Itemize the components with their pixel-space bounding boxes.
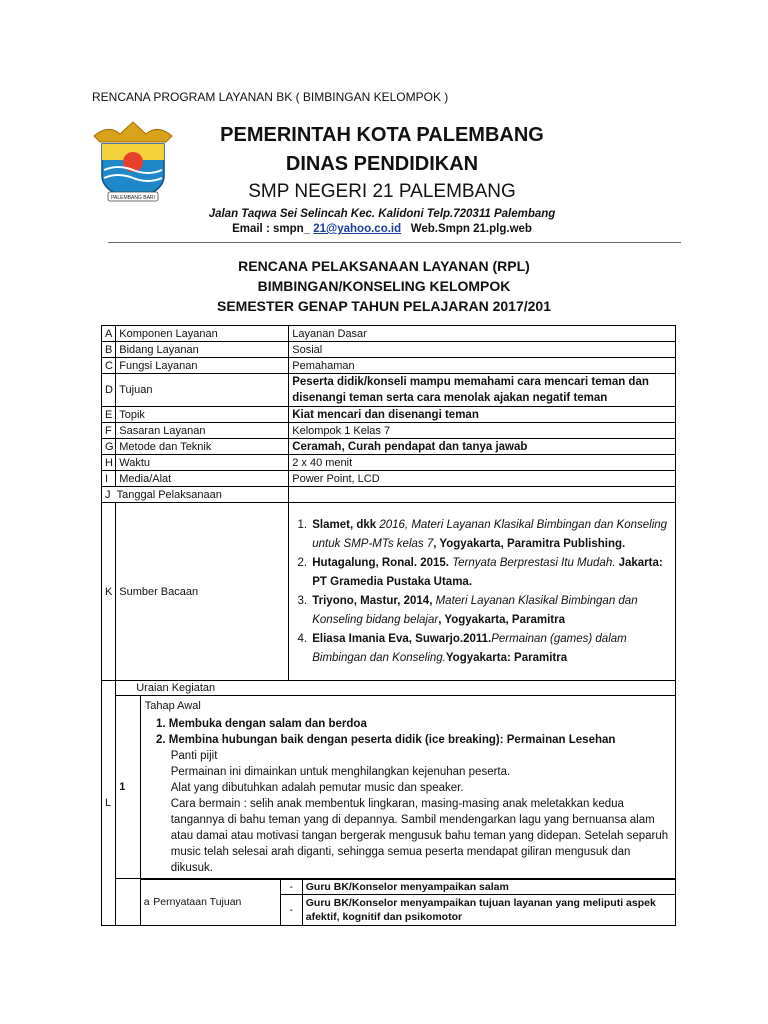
table-cell: E xyxy=(102,407,116,423)
table-row xyxy=(102,471,676,487)
table-cell: F xyxy=(102,423,116,439)
list-item: 3. Triyono, Mastur, 2014, Materi Layanan Klasikal Bimbingan dan Konseling bidang belajar, Yogyakarta, Paramitra xyxy=(310,592,672,630)
table-cell: Tujuan xyxy=(116,374,289,407)
table-cell: 2 x 40 menit xyxy=(289,455,676,471)
table-cell: Kiat mencari dan disenangi teman xyxy=(289,407,676,423)
government-name: PEMERINTAH KOTA PALEMBANG xyxy=(220,124,544,146)
table-row xyxy=(102,358,676,374)
rpl-title: RENCANA PELAKSANAAN LAYANAN (RPL) xyxy=(238,258,530,274)
table-cell: Fungsi Layanan xyxy=(116,358,289,374)
table-row xyxy=(102,696,676,879)
table-cell xyxy=(116,696,676,879)
table-cell: Layanan Dasar xyxy=(289,326,676,342)
table-cell: 1 xyxy=(116,696,140,878)
statement-subtable xyxy=(116,879,675,925)
table-cell: Pemahaman xyxy=(289,358,676,374)
table-cell: L xyxy=(102,681,116,926)
table-cell: Sosial xyxy=(289,342,676,358)
table-cell xyxy=(116,925,676,926)
list-item: 2. Hutagalung, Ronal. 2015. Ternyata Berprestasi Itu Mudah. Jakarta: PT Gramedia Pustaka Utama. xyxy=(310,554,672,592)
table-cell: K xyxy=(102,503,116,681)
activity-heading: Uraian Kegiatan xyxy=(116,681,676,696)
rpl-subtitle: BIMBINGAN/KONSELING KELOMPOK xyxy=(257,278,511,294)
table-row xyxy=(102,487,676,503)
rpl-semester: SEMESTER GENAP TAHUN PELAJARAN 2017/201 xyxy=(216,298,552,314)
stage-awal: Tahap Awal 1. Membuka dengan salam dan berdoa 2. Membina hubungan baik dengan peserta didik (ice breaking): Permainan Lesehan Panti pijit Permainan ini dimainkan untuk menghilangkan kejenuhan peserta. Alat yang dibutuhkan adalah pemutar music dan speaker. Cara bermain : selih anak membentuk lingkaran, masing-masing anak meletakkan kedua tangannya di bahu teman yang di depannya. Sambil mendengarkan lagu yang bernuansa alam atau damai atau motivasi tangan bergerak mengusuk bahu teman yang didepan. Setelah separuh music telah selesai arah diganti, sehingga semua peserta mendapat giliran mengusuk dan dikusuk. xyxy=(140,696,675,878)
table-cell: Guru BK/Konselor menyampaikan tujuan layanan yang meliputi aspek afektif, kognitif dan psikomotor xyxy=(302,895,675,925)
table-row xyxy=(102,374,676,407)
table-cell: Metode dan Teknik xyxy=(116,439,289,455)
reference-list-cell xyxy=(289,503,676,681)
email-link[interactable]: 21@yahoo.co.id xyxy=(313,223,402,235)
table-row xyxy=(102,681,676,696)
school-address: Jalan Taqwa Sei Selincah Kec. Kalidoni Telp.720311 Palembang xyxy=(208,208,556,220)
table-cell: A xyxy=(102,326,116,342)
table-cell: Sumber Bacaan xyxy=(116,503,289,681)
table-cell: Kelompok 1 Kelas 7 xyxy=(289,423,676,439)
list-item: 1. Slamet, dkk 2016, Materi Layanan Klasikal Bimbingan dan Konseling untuk SMP-MTs kelas 7, Yogyakarta, Paramitra Publishing. xyxy=(310,516,672,554)
table-row xyxy=(102,455,676,471)
table-cell: H xyxy=(102,455,116,471)
table-row xyxy=(102,326,676,342)
table-cell xyxy=(116,880,140,925)
table-cell: Topik xyxy=(116,407,289,423)
header-divider xyxy=(108,242,681,243)
table-cell: C xyxy=(102,358,116,374)
rpl-table xyxy=(101,325,676,926)
table-cell: Peserta didik/konseli mampu memahami cara mencari teman dan disenangi teman serta cara menolak ajakan negatif teman xyxy=(289,374,676,407)
table-cell: B xyxy=(102,342,116,358)
list-item: 1. Membuka dengan salam dan berdoa xyxy=(169,716,671,732)
reference-list xyxy=(292,516,672,668)
department-name: DINAS PENDIDIKAN xyxy=(285,153,479,175)
statement-label: Pernyataan Tujuan xyxy=(150,880,280,925)
table-row xyxy=(102,439,676,455)
activity-stage-table xyxy=(116,696,675,878)
table-cell: Media/Alat xyxy=(116,471,289,487)
table-cell xyxy=(116,879,676,926)
list-item: 2. Membina hubungan baik dengan peserta didik (ice breaking): Permainan Lesehan xyxy=(169,732,671,748)
table-row xyxy=(102,423,676,439)
table-cell: Power Point, LCD xyxy=(289,471,676,487)
row-j-value xyxy=(289,487,676,503)
table-cell: Guru BK/Konselor menyampaikan salam xyxy=(302,880,675,895)
table-row xyxy=(102,879,676,926)
table-cell: D xyxy=(102,374,116,407)
table-cell: Komponen Layanan xyxy=(116,326,289,342)
table-cell: I xyxy=(102,471,116,487)
table-row xyxy=(102,342,676,358)
website: Web.Smpn 21.plg.web xyxy=(410,223,532,235)
document-top-note: RENCANA PROGRAM LAYANAN BK ( BIMBINGAN KELOMPOK ) xyxy=(92,90,449,104)
table-cell: Ceramah, Curah pendapat dan tanya jawab xyxy=(289,439,676,455)
email-label: Email : smpn_ xyxy=(232,223,314,235)
list-item: 4. Eliasa Imania Eva, Suwarjo.2011.Permainan (games) dalam Bimbingan dan Konseling.Yogyakarta: Paramitra xyxy=(310,630,672,668)
row-j-label: J Tanggal Pelaksanaan xyxy=(102,487,289,503)
table-row xyxy=(102,407,676,423)
school-name: SMP NEGERI 21 PALEMBANG xyxy=(248,181,516,202)
contact-line xyxy=(178,223,586,235)
table-cell: Waktu xyxy=(116,455,289,471)
table-cell: Sasaran Layanan xyxy=(116,423,289,439)
table-cell: - xyxy=(280,880,302,895)
table-cell: a xyxy=(140,880,150,925)
emblem-banner-text: PALEMBANG BARI xyxy=(111,195,155,201)
table-cell: G xyxy=(102,439,116,455)
table-row xyxy=(102,503,676,681)
table-cell: Bidang Layanan xyxy=(116,342,289,358)
palembang-city-emblem-icon xyxy=(88,118,178,206)
table-cell: - xyxy=(280,895,302,925)
